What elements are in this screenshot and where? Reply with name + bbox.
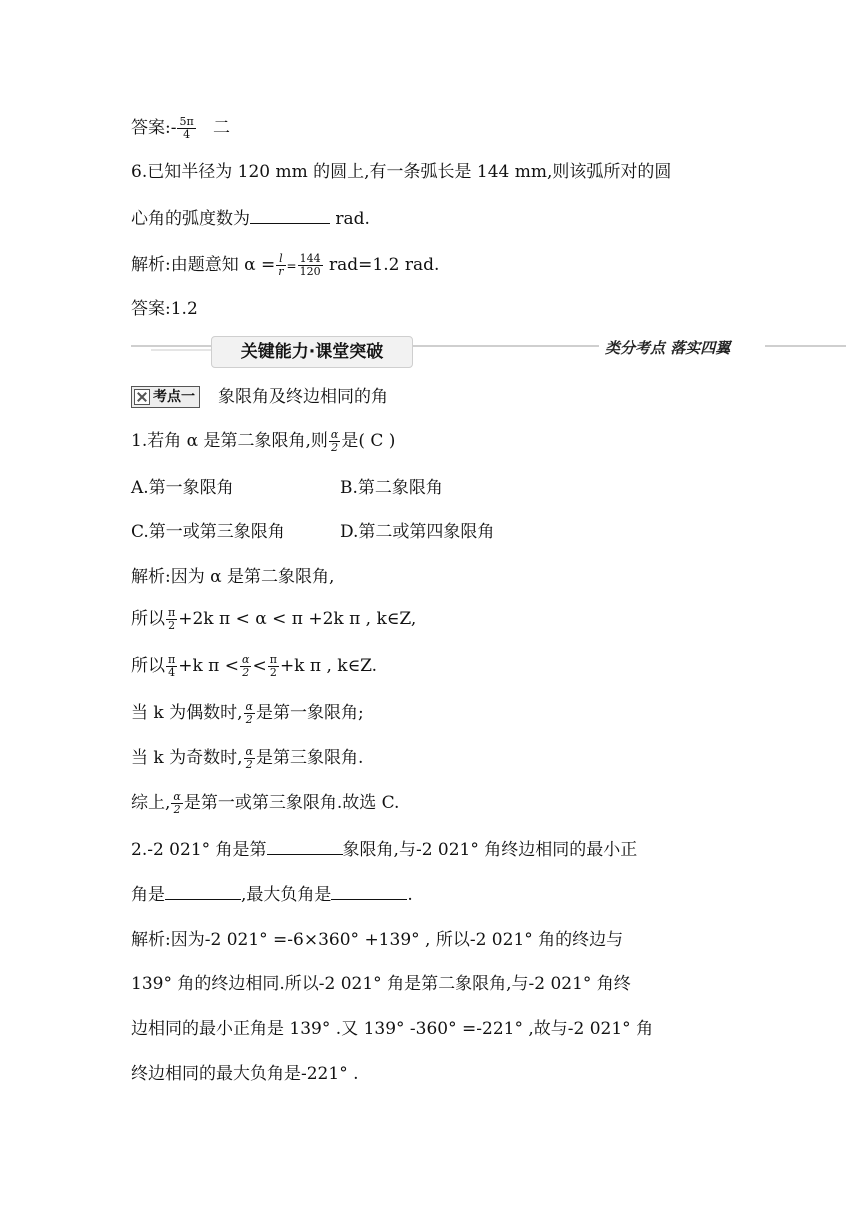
fraction: $\frac{5\pi}{4}$ xyxy=(179,115,194,141)
answer-blank[interactable] xyxy=(331,883,407,900)
answer-blank[interactable] xyxy=(250,207,330,224)
q2-analysis-2: 139° 角的终边相同.所以-2 021° 角是第二象限角,与-2 021° 角终 xyxy=(131,974,631,994)
fraction-alpha-2: $\frac{\alpha}{2}$ xyxy=(330,428,339,454)
q6-analysis: 解析:由题意知 α = $\frac{l}{r}$ = $\frac{144}{120}$ rad=1.2 rad. xyxy=(131,252,440,278)
q1-analysis-3: 所以 $\frac{\pi}{4}$ +k π < $\frac{\alpha}{2}$ < $\frac{\pi}{2}$ +k π , k∈Z. xyxy=(131,653,378,679)
q6-answer: 答案:1.2 xyxy=(131,299,198,319)
q1-analysis-2: 所以 $\frac{\pi}{2}$ +2k π < α < π +2k π , k∈Z, xyxy=(131,606,417,632)
fraction-l-r: $\frac{l}{r}$ xyxy=(278,252,284,278)
q6-stem-line2: 心角的弧度数为 rad. xyxy=(131,209,370,229)
topic-tag xyxy=(131,386,200,408)
q1-option-c: C.第一或第三象限角 xyxy=(131,522,285,542)
q1-analysis-5: 当 k 为奇数时, $\frac{\alpha}{2}$ 是第三象限角. xyxy=(131,745,364,771)
q2-stem-line2: 角是 ,最大负角是 . xyxy=(131,885,413,905)
answer-quadrant: 二 xyxy=(212,118,230,138)
q2-stem-line1: 2.-2 021° 角是第 象限角,与-2 021° 角终边相同的最小正 xyxy=(131,840,638,860)
answer-blank[interactable] xyxy=(165,883,241,900)
q1-analysis-4: 当 k 为偶数时, $\frac{\alpha}{2}$ 是第一象限角; xyxy=(131,700,364,726)
section-header xyxy=(131,336,846,370)
q2-analysis-3: 边相同的最小正角是 139° .又 139° -360° =-221° ,故与-2 021° 角 xyxy=(131,1019,654,1039)
q2-analysis-4: 终边相同的最大负角是-221° . xyxy=(131,1064,359,1084)
q1-option-d: D.第二或第四象限角 xyxy=(340,522,495,542)
q1-option-b: B.第二象限角 xyxy=(340,478,443,498)
answer-label: 答案:- xyxy=(131,118,177,138)
fraction-144-120: $\frac{144}{120}$ xyxy=(299,252,321,278)
topic-tag-label: 考点一 xyxy=(153,389,195,405)
q2-analysis-1: 解析:因为-2 021° =-6×360° +139° , 所以-2 021° 角的终边与 xyxy=(131,930,624,950)
q1-analysis-1: 解析:因为 α 是第二象限角, xyxy=(131,567,335,587)
section-title: 关键能力·课堂突破 xyxy=(211,336,413,368)
prev-answer xyxy=(131,116,230,141)
close-box-icon xyxy=(134,389,150,405)
q1-stem: 1.若角 α 是第二象限角,则 $\frac{\alpha}{2}$ 是( C ) xyxy=(131,428,396,454)
q1-analysis-6: 综上, $\frac{\alpha}{2}$ 是第一或第三象限角.故选 C. xyxy=(131,790,400,816)
section-slogan: 类分考点 落实四翼 xyxy=(599,336,765,360)
answer-blank[interactable] xyxy=(267,838,343,855)
q6-stem-line1: 6.已知半径为 120 mm 的圆上,有一条弧长是 144 mm,则该弧所对的圆 xyxy=(131,162,672,182)
topic-title: 象限角及终边相同的角 xyxy=(218,387,388,407)
q1-option-a: A.第一象限角 xyxy=(131,478,234,498)
